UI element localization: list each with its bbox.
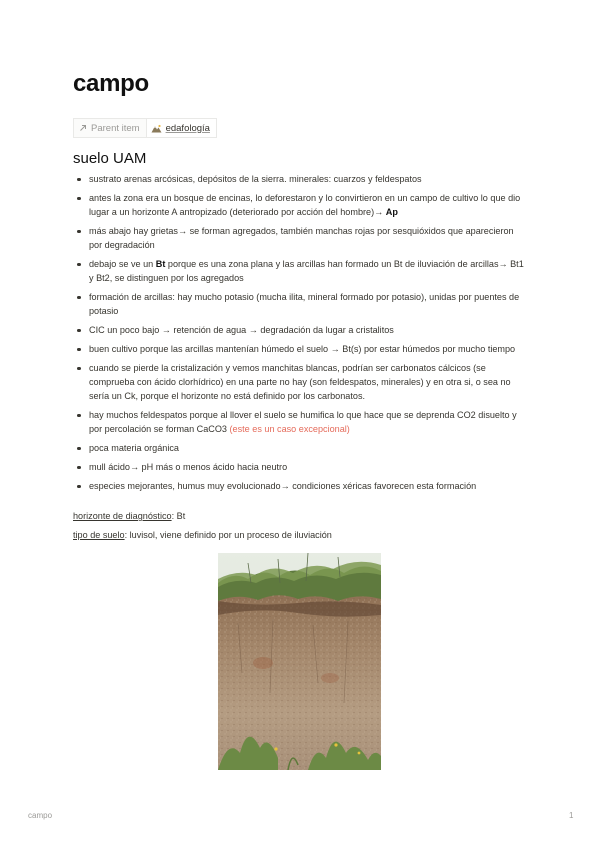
parent-item-link[interactable] — [147, 119, 216, 137]
bullet-icon — [77, 466, 81, 470]
parent-item-property[interactable] — [73, 118, 217, 138]
bullet-icon — [77, 348, 81, 352]
parent-item-label: Parent item — [91, 122, 140, 134]
soil-type-label: tipo de suelo — [73, 530, 125, 540]
list-item: sustrato arenas arcósicas, depósitos de la sierra. minerales: cuarzos y feldespatos — [73, 172, 528, 186]
bullet-icon — [77, 447, 81, 451]
bullet-icon — [77, 414, 81, 418]
soil-type-value: : luvisol, viene definido por un proceso de iluviación — [124, 530, 332, 540]
list-item: especies mejorantes, humus muy evolucionado→ condiciones xéricas favorecen esta formación — [73, 479, 528, 493]
parent-item-value[interactable]: edafología — [165, 122, 210, 134]
soil-type-line — [73, 528, 332, 542]
parent-item-label-cell — [74, 119, 147, 137]
diagnostic-horizon-label: horizonte de diagnóstico — [73, 511, 172, 521]
list-item: antes la zona era un bosque de encinas, lo deforestaron y lo convirtieron en un campo de cultivo lo que dio lugar a un horizonte A antropizado (deteriorado por acción del hombre)→ Ap — [73, 191, 528, 219]
list-item: buen cultivo porque las arcillas mantenían húmedo el suelo → Bt(s) por estar húmedos por mucho tiempo — [73, 342, 528, 356]
list-item: CIC un poco bajo → retención de agua → degradación da lugar a cristalitos — [73, 323, 528, 337]
bullet-icon — [77, 367, 81, 371]
bullet-icon — [77, 263, 81, 267]
footer-page-number: 1 — [569, 811, 574, 820]
list-item: mull ácido→ pH más o menos ácido hacia neutro — [73, 460, 528, 474]
list-item: más abajo hay grietas→ se forman agregados, también manchas rojas por sesquióxidos que aparecieron por degradación — [73, 224, 528, 252]
highlighted-note: (este es un caso excepcional) — [229, 424, 350, 434]
bullet-icon — [77, 329, 81, 333]
footer-page-name: campo — [28, 811, 53, 820]
bullet-icon — [77, 178, 81, 182]
list-item: cuando se pierde la cristalización y vemos manchitas blancas, podrían ser carbonatos cálcicos (se comprueba con ácido clorhídrico) en una parte no hay (son feldespatos, minerales) y en otra si, o sea no sería un Ck, porque el horizonte no está definido por los carbonatos. — [73, 361, 528, 403]
list-item: debajo se ve un Bt porque es una zona plana y las arcillas han formado un Bt de iluviación de arcillas→ Bt1 y Bt2, se distinguen por los agregados — [73, 257, 528, 285]
list-item: poca materia orgánica — [73, 441, 528, 455]
bullet-icon — [77, 230, 81, 234]
observations-list — [73, 172, 528, 498]
bullet-icon — [77, 485, 81, 489]
bullet-icon — [77, 296, 81, 300]
soil-profile-photo — [218, 553, 381, 770]
list-item: hay muchos feldespatos porque al llover el suelo se humifica lo que hace que se deprenda CO2 disuelto y por percolación se forman CaCO3 (este es un caso excepcional) — [73, 408, 528, 436]
section-heading: suelo UAM — [73, 150, 147, 167]
diagnostic-horizon-value: : Bt — [171, 511, 186, 521]
list-item: formación de arcillas: hay mucho potasio (mucha ilita, mineral formado por potasio), unidas por puentes de potasio — [73, 290, 528, 318]
arrow-ne-icon — [79, 124, 87, 132]
diagnostic-horizon-line — [73, 509, 185, 523]
page-emoji-icon — [151, 124, 162, 133]
bullet-icon — [77, 197, 81, 201]
page-title: campo — [73, 70, 149, 97]
